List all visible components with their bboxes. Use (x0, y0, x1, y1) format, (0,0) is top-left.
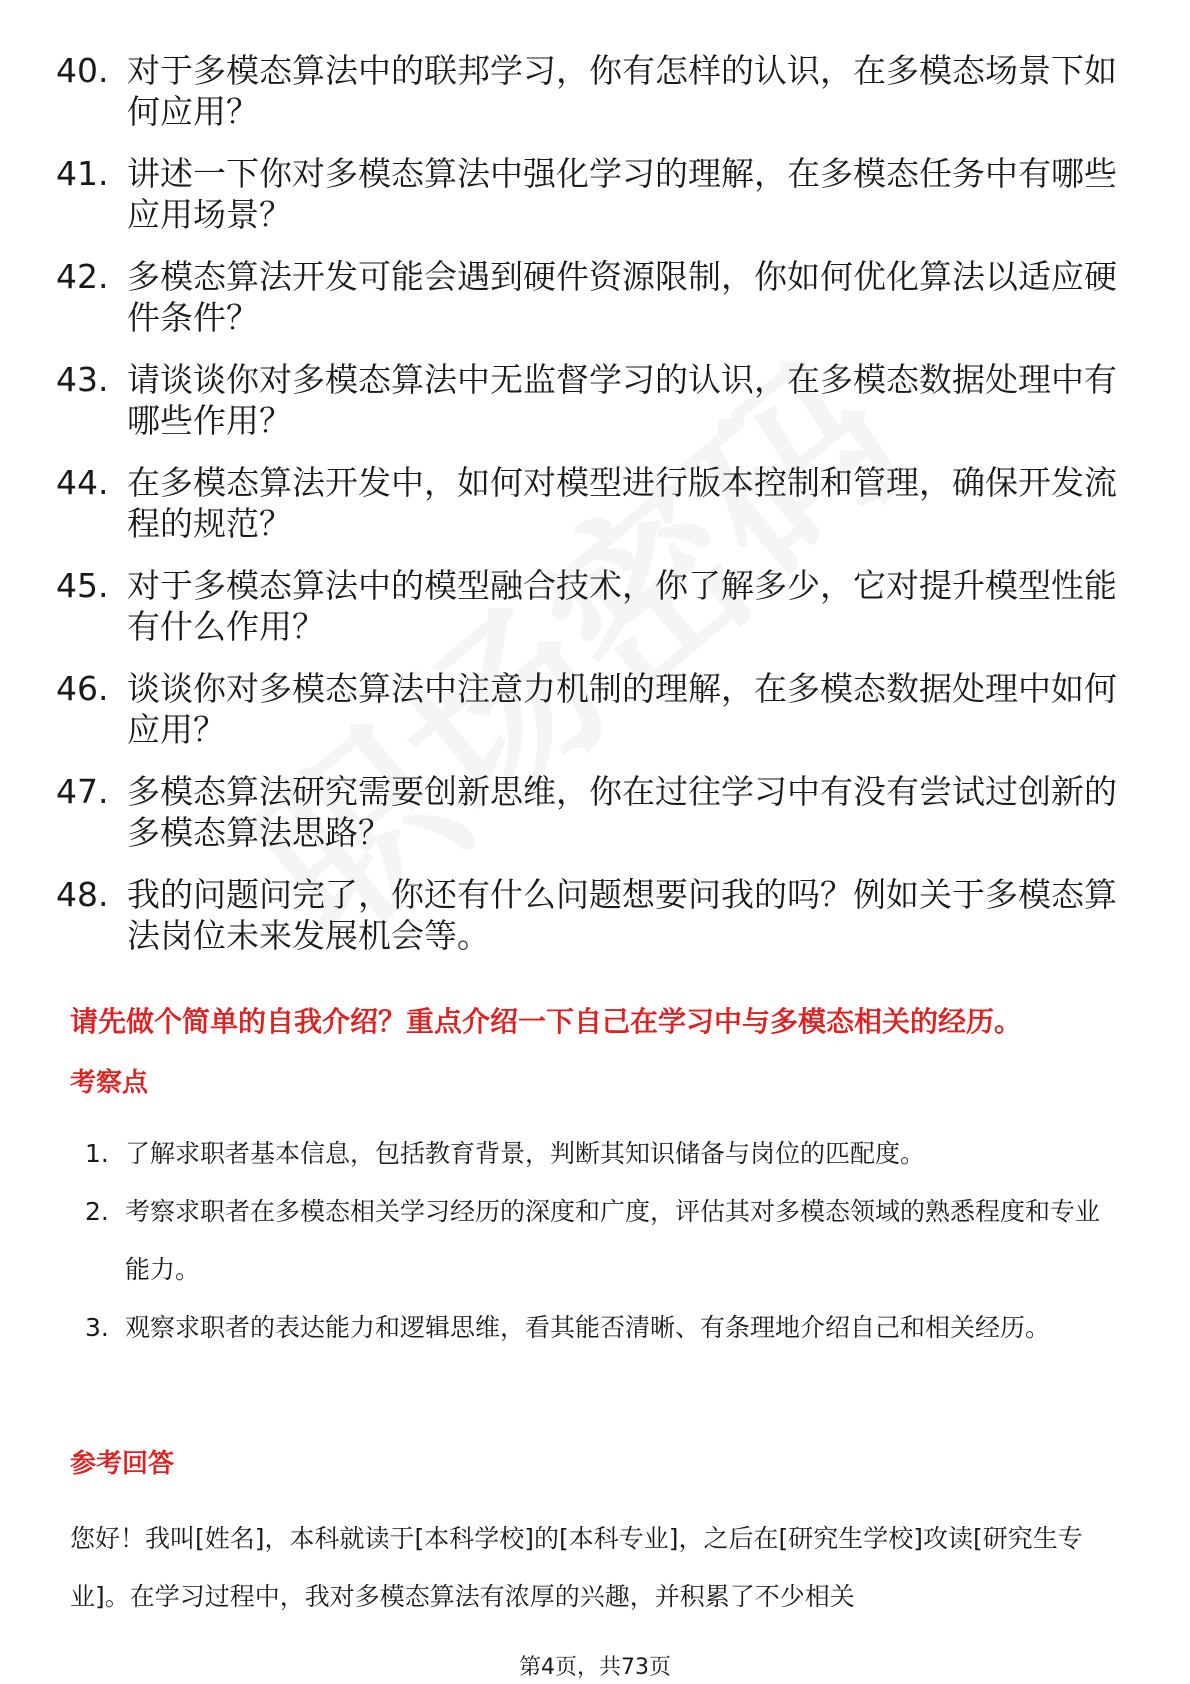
question-number: 47. (56, 772, 109, 811)
question-number: 42. (56, 257, 109, 296)
question-text: 对于多模态算法中的模型融合技术，你了解多少，它对提升模型性能有什么作用？ (127, 566, 1117, 646)
question-text: 谈谈你对多模态算法中注意力机制的理解，在多模态数据处理中如何应用？ (127, 669, 1117, 749)
question-item (56, 153, 1126, 235)
question-item (56, 874, 1126, 956)
answer-paragraph: 您好！我叫[姓名]，本科就读于[本科学校]的[本科专业]，之后在[研究生学校]攻读[研究生专业]。在学习过程中，我对多模态算法有浓厚的兴趣，并积累了不少相关 (70, 1524, 1083, 1611)
question-text: 在多模态算法开发中，如何对模型进行版本控制和管理，确保开发流程的规范？ (127, 463, 1117, 543)
question-item (56, 668, 1126, 750)
question-item (56, 359, 1126, 441)
kc-number: 3. (85, 1313, 109, 1342)
question-number: 44. (56, 463, 109, 502)
question-item (56, 50, 1126, 132)
kc-item (85, 1183, 1115, 1299)
question-number: 41. (56, 154, 109, 193)
kc-text: 考察求职者在多模态相关学习经历的深度和广度，评估其对多模态领域的熟悉程度和专业能力。 (125, 1197, 1101, 1284)
question-item (56, 771, 1126, 853)
kc-text: 了解求职者基本信息，包括教育背景，判断其知识储备与岗位的匹配度。 (125, 1139, 926, 1168)
section-heading-answer: 参考回答 (70, 1449, 175, 1479)
question-text: 我的问题问完了，你还有什么问题想要问我的吗？例如关于多模态算法岗位未来发展机会等。 (127, 875, 1117, 955)
question-number: 40. (56, 51, 109, 90)
kc-item (85, 1299, 1115, 1357)
question-list (56, 50, 1126, 977)
question-text: 多模态算法开发可能会遇到硬件资源限制，你如何优化算法以适应硬件条件？ (127, 257, 1117, 337)
page-footer: 第4页，共73页 (519, 1655, 671, 1680)
question-item (56, 256, 1126, 338)
featured-question: 请先做个简单的自我介绍？重点介绍一下自己在学习中与多模态相关的经历。 (70, 1005, 1023, 1038)
question-text: 请谈谈你对多模态算法中无监督学习的认识，在多模态数据处理中有哪些作用？ (127, 360, 1117, 440)
kc-number: 1. (85, 1139, 109, 1168)
question-number: 48. (56, 875, 109, 914)
question-text: 多模态算法研究需要创新思维，你在过往学习中有没有尝试过创新的多模态算法思路？ (127, 772, 1117, 852)
question-text: 对于多模态算法中的联邦学习，你有怎样的认识，在多模态场景下如何应用？ (127, 51, 1117, 131)
section-heading-kc: 考察点 (70, 1068, 149, 1098)
question-number: 45. (56, 566, 109, 605)
question-item (56, 462, 1126, 544)
question-number: 43. (56, 360, 109, 399)
kc-text: 观察求职者的表达能力和逻辑思维，看其能否清晰、有条理地介绍自己和相关经历。 (125, 1313, 1051, 1342)
kc-item (85, 1125, 1115, 1183)
question-text: 讲述一下你对多模态算法中强化学习的理解，在多模态任务中有哪些应用场景？ (127, 154, 1117, 234)
question-item (56, 565, 1126, 647)
kc-list (85, 1125, 1115, 1357)
kc-number: 2. (85, 1197, 109, 1226)
question-number: 46. (56, 669, 109, 708)
